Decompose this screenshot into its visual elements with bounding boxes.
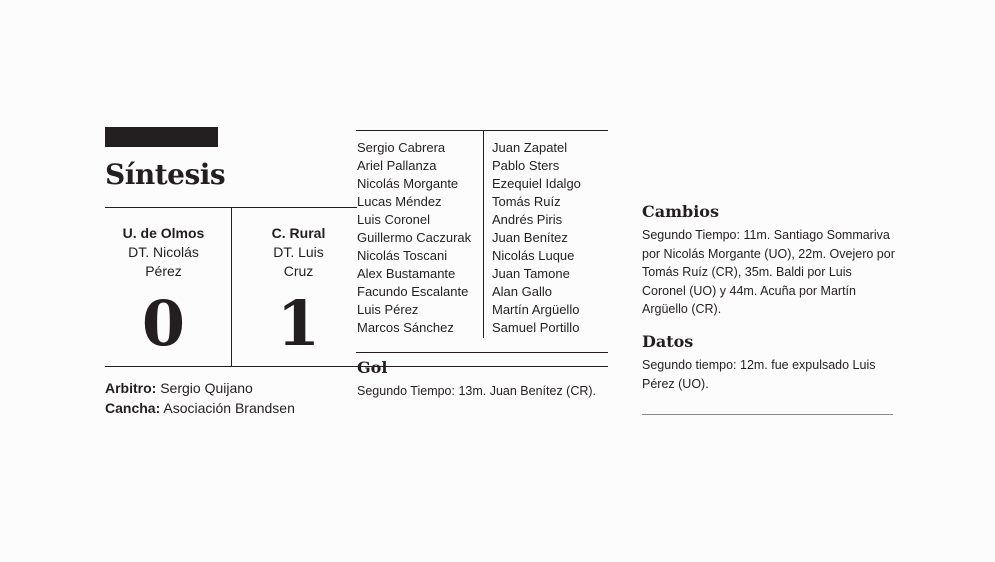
venue-label: Cancha: xyxy=(105,400,161,416)
player-name: Ariel Pallanza xyxy=(357,158,437,173)
player-name: Sergio Cabrera xyxy=(357,140,446,155)
referee-line xyxy=(105,378,295,398)
venue-line xyxy=(105,398,295,418)
player-name: Martín Argüello xyxy=(492,302,580,317)
player-name: Tomás Ruíz xyxy=(492,194,561,209)
changes-heading: Cambios xyxy=(642,202,719,221)
divider xyxy=(356,352,608,353)
home-lineup xyxy=(357,139,481,337)
referee-name: Sergio Quijano xyxy=(160,380,253,396)
player-name: Marcos Sánchez xyxy=(357,320,454,335)
divider xyxy=(483,130,484,338)
player-name: Juan Tamone xyxy=(492,266,570,281)
home-team-name: U. de Olmos xyxy=(122,225,205,241)
player-name: Nicolás Luque xyxy=(492,248,575,263)
home-team xyxy=(105,224,222,281)
data-heading: Datos xyxy=(642,332,694,351)
player-name: Juan Zapatel xyxy=(492,140,568,155)
player-name: Guillermo Caczurak xyxy=(357,230,472,245)
player-name: Ezequiel Idalgo xyxy=(492,176,581,191)
home-coach: DT. Nicolás xyxy=(128,244,199,260)
player-name: Pablo Sters xyxy=(492,158,560,173)
player-name: Luis Pérez xyxy=(357,302,419,317)
venue-name: Asociación Brandsen xyxy=(163,400,295,416)
data-text: Segundo tiempo: 12m. fue expulsado Luis Pérez (UO). xyxy=(642,358,876,391)
divider xyxy=(642,414,893,415)
referee-label: Arbitro: xyxy=(105,380,157,396)
player-name: Facundo Escalante xyxy=(357,284,469,299)
away-team xyxy=(240,224,357,281)
player-name: Juan Benítez xyxy=(492,230,568,245)
player-name: Alan Gallo xyxy=(492,284,552,299)
player-name: Nicolás Morgante xyxy=(357,176,459,191)
player-name: Andrés Piris xyxy=(492,212,563,227)
player-name: Lucas Méndez xyxy=(357,194,442,209)
away-lineup xyxy=(492,139,608,337)
away-coach: DT. Luis xyxy=(273,244,324,260)
player-name: Alex Bustamante xyxy=(357,266,456,281)
officials xyxy=(105,378,295,418)
away-score: 1 xyxy=(276,287,321,360)
goals-heading: Gol xyxy=(357,358,388,377)
home-score: 0 xyxy=(141,287,186,360)
away-coach: Cruz xyxy=(283,263,314,279)
page-title: Síntesis xyxy=(105,158,226,191)
changes-text: Segundo Tiempo: 11m. Santiago Sommariva por Nicolás Morgante (UO), 22m. Ovejero por Tomás Ruíz (CR), 35m. Baldi por Luis Coronel (UO) y 44m. Acuña por Martín Argüello (CR). xyxy=(642,228,895,316)
away-team-name: C. Rural xyxy=(271,225,326,241)
divider xyxy=(356,130,608,131)
player-name: Luis Coronel xyxy=(357,212,430,227)
divider xyxy=(231,207,232,367)
goals-text: Segundo Tiempo: 13m. Juan Benítez (CR). xyxy=(357,384,597,398)
player-name: Samuel Portillo xyxy=(492,320,580,335)
title-bar-decoration xyxy=(105,127,218,147)
home-coach: Pérez xyxy=(145,263,182,279)
player-name: Nicolás Toscani xyxy=(357,248,448,263)
